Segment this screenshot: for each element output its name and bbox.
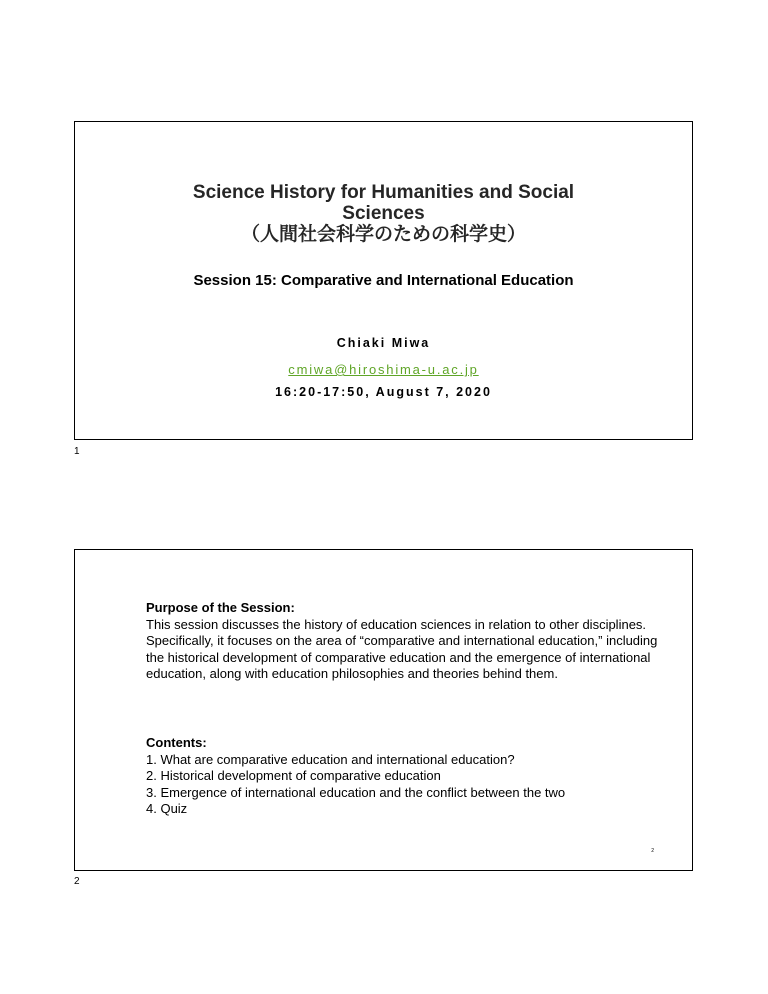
list-item: 3. Emergence of international education and the conflict between the two (146, 784, 566, 800)
list-item: 2. Historical development of comparative education (146, 768, 441, 784)
page-number-1: 1 (74, 446, 80, 457)
purpose-text: This session discusses the history of education sciences in relation to other disciplines. Specifically, it focuses on the area of “comparative and international education,” including the historical development of comparative education and the emergence of international education, along with education philosophies and theories behind them. (146, 616, 658, 682)
title-line-1: Science History for Humanities and Social (192, 182, 575, 203)
title-line-2: Sciences (342, 203, 425, 224)
slide-title (75, 182, 692, 245)
session-datetime: 16:20-17:50, August 7, 2020 (275, 385, 492, 399)
list-item: 1. What are comparative education and international education? (146, 751, 515, 767)
session-subtitle: Session 15: Comparative and International Education (193, 272, 574, 289)
slide-1 (74, 121, 693, 440)
purpose-section (146, 600, 666, 683)
slide-2 (74, 549, 693, 871)
list-item: 4. Quiz (146, 801, 188, 817)
page-number-2: 2 (74, 876, 80, 887)
email-container (75, 361, 692, 379)
author-name: Chiaki Miwa (336, 336, 431, 350)
contents-section (146, 735, 676, 818)
contents-heading: Contents: (146, 735, 207, 750)
title-line-3-japanese: （人間社会科学のための科学史） (240, 224, 526, 245)
slide-number-small: 2 (651, 848, 654, 854)
email-link[interactable]: cmiwa@hiroshima-u.ac.jp (288, 362, 479, 377)
purpose-heading: Purpose of the Session: (146, 600, 295, 615)
contents-list (146, 752, 676, 818)
